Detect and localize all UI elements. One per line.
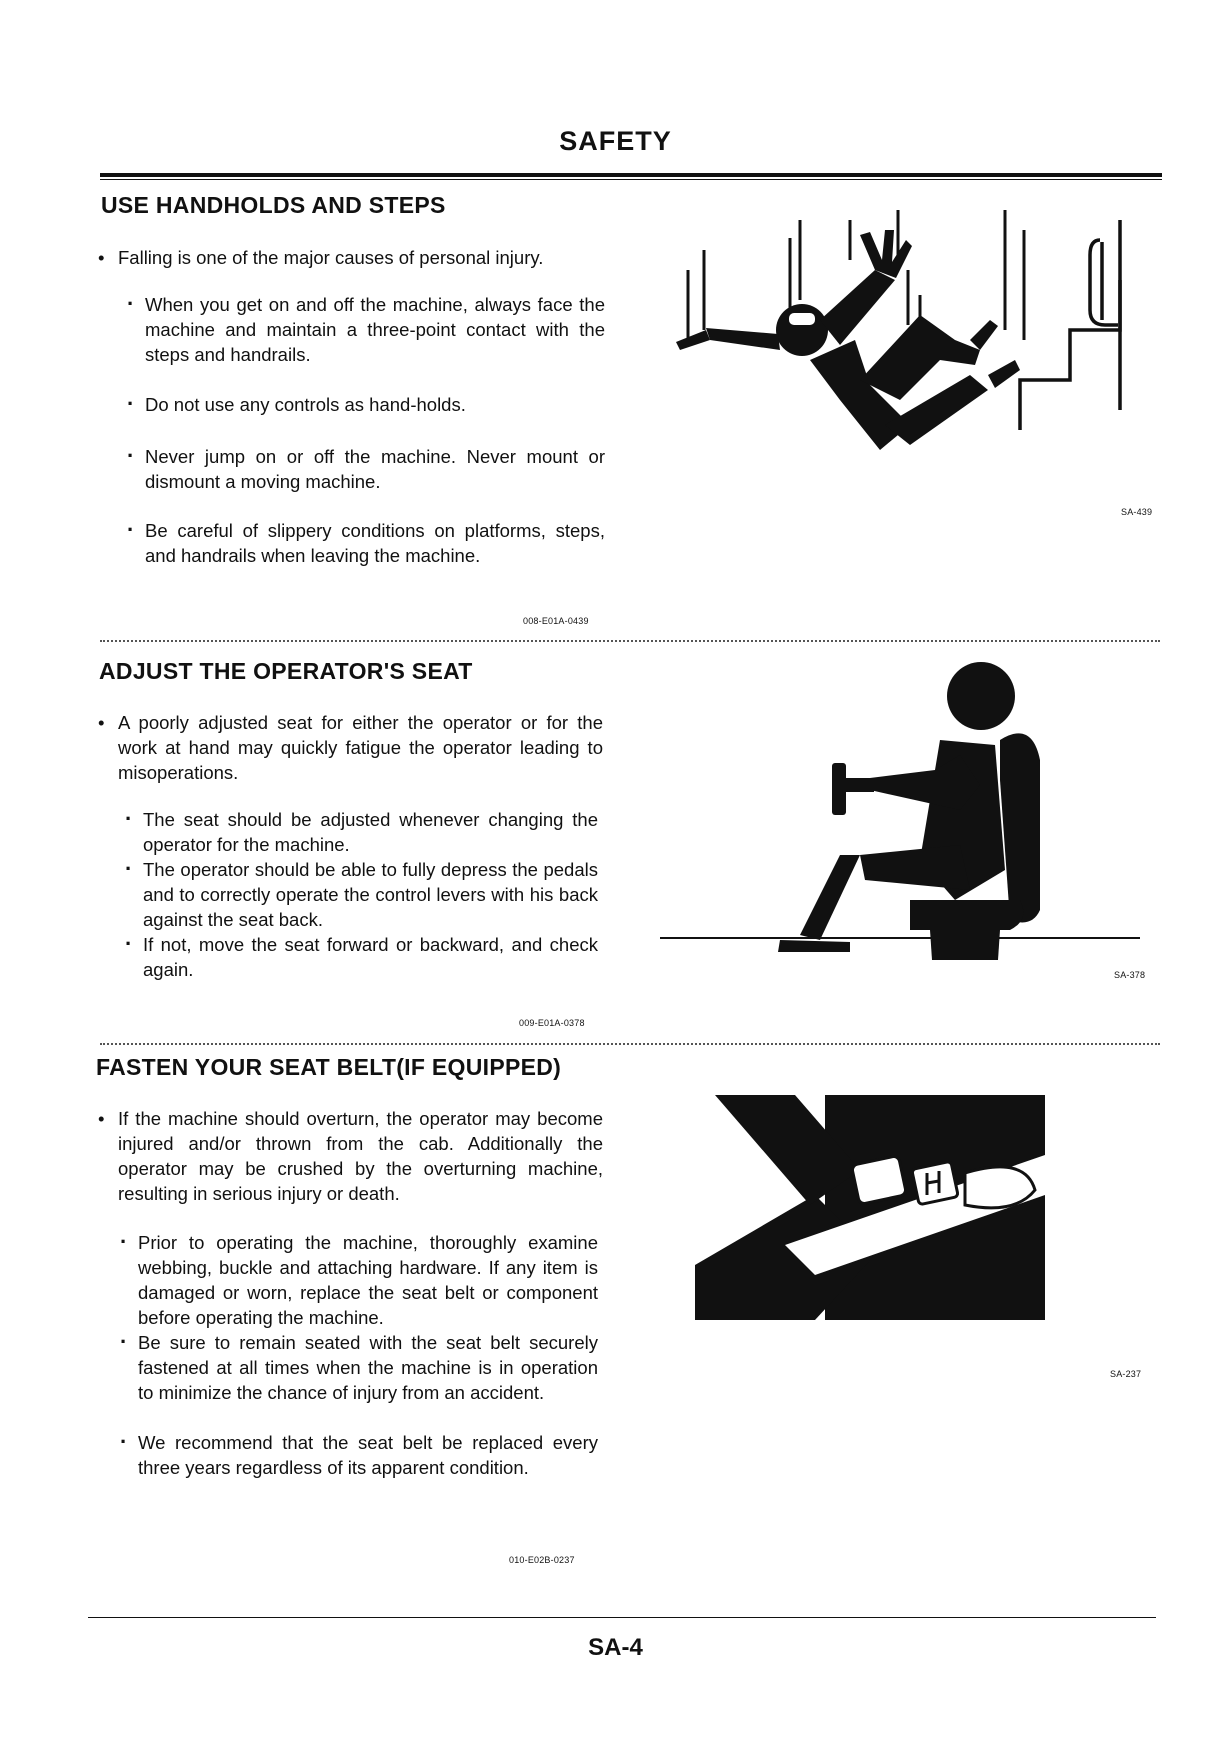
list-item: · The seat should be adjusted whenever changing the operator for the machine.	[143, 807, 598, 857]
section-title-handholds: USE HANDHOLDS AND STEPS	[101, 192, 446, 218]
section-divider	[100, 640, 1160, 642]
list-item: · Prior to operating the machine, thoroughly examine webbing, buckle and attaching hardware. If any item is damaged or worn, replace the seat belt or component before operating the machine.	[138, 1230, 598, 1330]
falling-person-icon	[670, 200, 1150, 480]
list-item: · The operator should be able to fully depress the pedals and to correctly operate the control levers with his back against the seat back.	[143, 857, 598, 932]
intro-text: • Falling is one of the major causes of personal injury.	[118, 247, 544, 268]
section-intro	[98, 710, 603, 785]
section-title-seat: ADJUST THE OPERATOR'S SEAT	[99, 658, 473, 684]
list-item: · We recommend that the seat belt be replaced every three years regardless of its apparent condition.	[138, 1430, 598, 1480]
page-number: SA-4	[588, 1634, 643, 1661]
intro-text: • If the machine should overturn, the operator may become injured and/or thrown from the cab. Additionally the operator may be crushed by the overturning machine, resulting in serious injury or death.	[118, 1108, 603, 1204]
page-title: SAFETY	[559, 126, 672, 156]
figure-code: SA-378	[1114, 970, 1146, 980]
seat-belt-buckle-icon	[695, 1095, 1045, 1320]
footer-rule	[88, 1617, 1156, 1618]
doc-code: 008-E01A-0439	[523, 616, 589, 626]
section-title-seat-belt: FASTEN YOUR SEAT BELT(IF EQUIPPED)	[96, 1054, 562, 1080]
section-divider	[100, 1043, 1160, 1045]
list-item: · Do not use any controls as hand-holds.	[145, 392, 605, 417]
doc-code: 009-E01A-0378	[519, 1018, 585, 1028]
list-item: · Be sure to remain seated with the seat belt securely fastened at all times when the machine is in operation to minimize the chance of injury from an accident.	[138, 1330, 598, 1405]
figure-code: SA-439	[1121, 507, 1153, 517]
list-item: · Never jump on or off the machine. Never mount or dismount a moving machine.	[145, 444, 605, 494]
section-intro	[98, 245, 608, 270]
seated-operator-icon	[660, 660, 1160, 960]
figure-code: SA-237	[1110, 1369, 1142, 1379]
list-item: · If not, move the seat forward or backward, and check again.	[143, 932, 598, 982]
intro-text: • A poorly adjusted seat for either the operator or for the work at hand may quickly fatigue the operator leading to misoperations.	[118, 712, 603, 783]
section-intro	[98, 1106, 603, 1206]
doc-code: 010-E02B-0237	[509, 1555, 575, 1565]
list-item: · Be careful of slippery conditions on platforms, steps, and handrails when leaving the machine.	[145, 518, 605, 568]
header-rule	[100, 173, 1162, 177]
header-rule-thin	[100, 179, 1162, 180]
list-item: · When you get on and off the machine, always face the machine and maintain a three-point contact with the steps and handrails.	[145, 292, 605, 367]
